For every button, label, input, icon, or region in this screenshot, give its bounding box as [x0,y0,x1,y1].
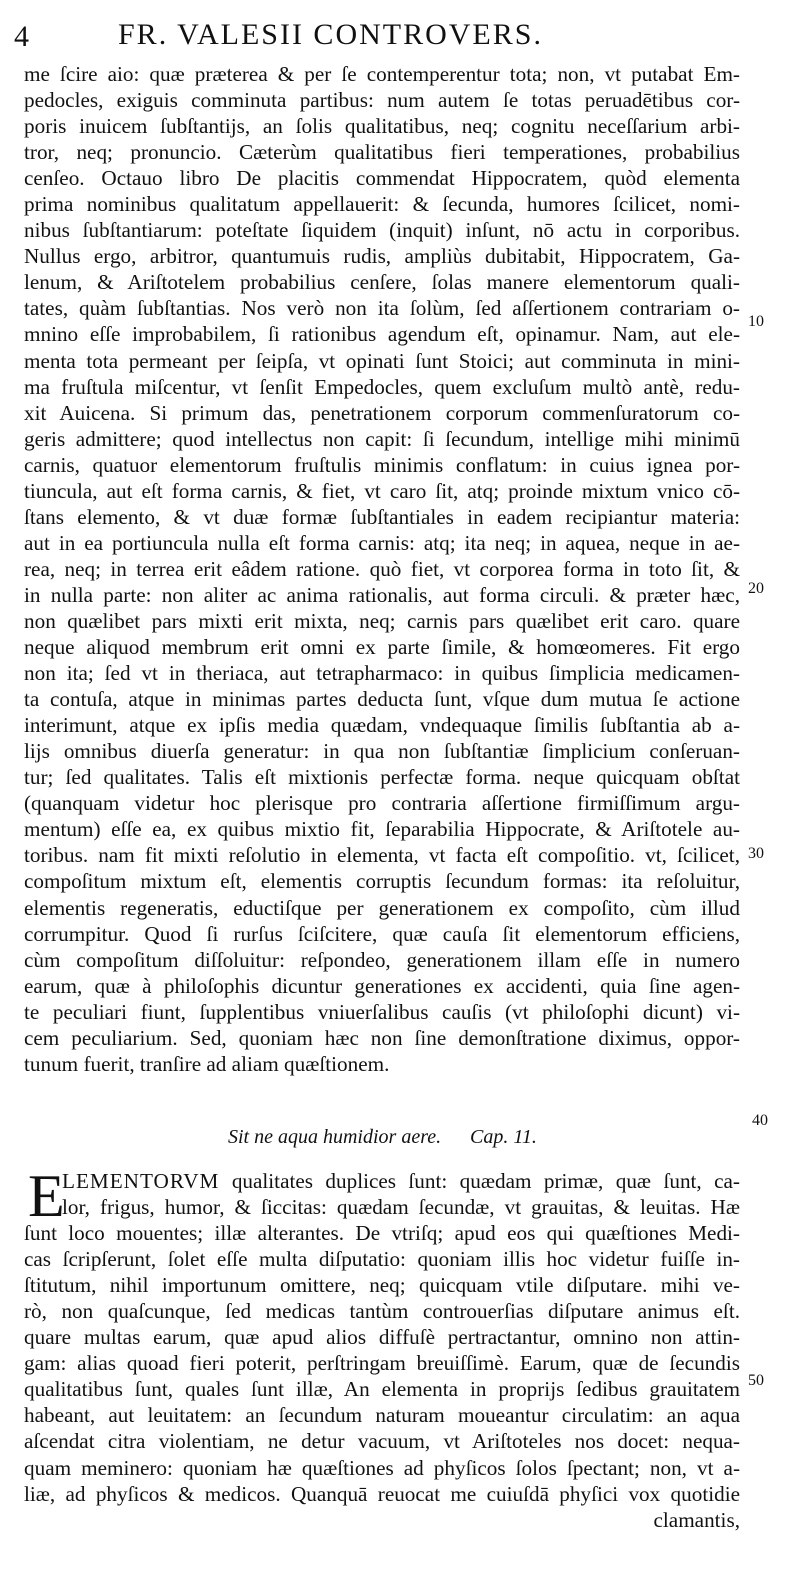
text-line: mnino eſſe improbabilem, ſi rationibus agendum eſt, opinamur. Nam, aut ele- [24,322,740,347]
text-line-rest: qualitates duplices ſunt: quædam primæ, quæ ſunt, ca- [231,1169,740,1193]
text-line: cenſeo. Octauo libro De placitis commendat Hippocratem, quòd elementa [24,166,740,191]
text-line: menta tota permeant per ſeipſa, vt opinati ſunt Stoici; aut comminuta in mini- [24,348,740,373]
chapter-text-block [24,1163,740,1533]
text-line: geris admittere; quod intellectus non capit: ſi ſecundum, intellige mihi minimū [24,426,740,451]
line-number-20: 20 [748,580,764,597]
text-line: rea, neq; in terrea erit eâdem ratione. quò fiet, vt corporea forma in toto ſit, & [24,556,740,581]
text-line: habeant, aut leuitatem: an ſecundum naturam moueantur circulatim: an aqua [24,1403,740,1428]
text-line: ſunt loco mouentes; illæ alterantes. De vtriſq; apud eos qui quæſtiones Medi- [24,1221,740,1246]
text-line: gam: alias quoad fieri poterit, perſtringam breuiſſimè. Earum, quæ de ſecundis [24,1351,740,1376]
text-line: tunum fuerit, tranſire ad aliam quæſtionem. [24,1051,390,1076]
line-number-10: 10 [748,313,764,330]
text-line: mentum) eſſe ea, ex quibus mixtio fit, ſeparabilia Hippocrate, & Ariſtotele au- [24,817,740,842]
text-line: neque aliquod membrum erit omni ex parte ſimile, & homœomeres. Fit ergo [24,635,740,660]
text-line: te peculiari fiunt, ſupplentibus vniuerſalibus cauſis (vt philoſophi dicunt) vi- [24,999,740,1024]
text-line: prima nominibus qualitatum appellauerit: & ſecunda, humores ſcilicet, nomi- [24,192,740,217]
text-line: lor, frigus, humor, & ſiccitas: quædam ſecundæ, vt grauitas, & leuitas. Hæ [62,1195,740,1220]
line-number-30: 30 [748,845,764,862]
text-line: rò, non quaſcunque, ſed medicas tantùm controuerſias diſputare animus eſt. [24,1299,740,1324]
line-number-40: 40 [752,1112,768,1129]
text-line: aut in ea portiuncula nulla eſt forma carnis: atq; ita neq; in aquea, neque in ae- [24,530,740,555]
text-line: cas ſcripſerunt, ſolet eſſe multa diſputatio: quoniam illis hoc videtur fuiſſe in- [24,1247,740,1272]
first-word-small-caps: LEMENTORVM [62,1169,220,1193]
text-line: earum, quæ à philoſophis dicuntur generationes ex accidenti, quia ſine agen- [24,973,740,998]
chapter-heading [0,1126,800,1156]
text-line: ſtitutum, nihil importunum omittere, neq; quicquam vtile diſputare. mihi ve- [24,1273,740,1298]
text-line: pedocles, exiguis comminuta partibus: num autem ſe totas peruadētibus cor- [24,88,740,113]
text-line: clamantis, [653,1507,740,1532]
text-line: tates, quàm ſubſtantias. Nos verò non ita ſolùm, ſed aſſertionem contrariam o- [24,296,740,321]
text-line: tur; ſed qualitates. Talis eſt mixtionis perfectæ forma. neque quicquam obſtat [24,765,740,790]
text-line: qualitatibus ſunt, quales ſunt illæ, An elementa in proprijs ſedibus grauitatem [24,1377,740,1402]
text-line: ma fruſtula miſcentur, vt ſenſit Empedocles, quem excluſum multò antè, redu- [24,374,740,399]
text-line: nibus ſubſtantiarum: poteſtate ſiquidem (inquit) inſunt, nō actu in corporibus. [24,218,740,243]
text-line: in nulla parte: non aliter ac anima rationalis, aut forma circuli. & præter hæc, [24,582,740,607]
drop-cap: E [28,1163,65,1229]
text-line: lijs omnibus diuerſa generatur: in qua non ſubſtantiæ ſimplicium conſeruan- [24,739,740,764]
text-line: non quælibet pars mixti erit mixta, neq; carnis pars quælibet erit caro. quare [24,608,740,633]
line-number-50: 50 [748,1372,764,1389]
chapter-number: Cap. 11. [470,1126,537,1148]
text-line: interimunt, atque ex ipſis media quædam, vndequaque ſimilis ſubſtantia ab a- [24,713,740,738]
chapter-title: Sit ne aqua humidior aere. [228,1126,442,1148]
text-line: tiuncula, aut eſt forma carnis, & fiet, vt caro ſit, atq; proinde mixtum vnico cō- [24,478,740,503]
text-line: non ita; ſed vt in theriaca, aut tetrapharmaco: in quibus ſimplicia medicamen- [24,661,740,686]
text-line: Nullus ergo, arbitror, quantumuis rudis, ampliùs dubitabit, Hippocratem, Ga- [24,244,740,269]
text-line: liæ, ad phyſicos & medicos. Quanquā reuocat me cuiuſdā phyſici vox quotidie [24,1481,740,1506]
text-line: cùm compoſitum diſſoluitur: reſpondeo, generationem illam eſſe in numero [24,947,740,972]
text-line: tror, neq; pronuncio. Cæterùm qualitatibus fieri temperationes, probabilius [24,140,740,165]
main-text-block [24,61,740,1077]
text-line: carnis, quatuor elementorum fruſtulis minimis conflatum: in cuius ignea por- [24,452,740,477]
text-line: aſcendat citra violentiam, ne detur vacuum, vt Ariſtoteles nos docet: nequa- [24,1429,740,1454]
text-line: quam meminero: quoniam hæ quæſtiones ad phyſicos ſolos ſpectant; non, vt a- [24,1455,740,1480]
text-line: poris inuicem ſubſtantijs, an ſolis qualitatibus, neq; cognitu neceſſarium arbi- [24,114,740,139]
page-number: 4 [14,20,29,53]
running-header [0,18,800,58]
text-line: corrumpitur. Quod ſi rurſus ſciſcitere, quæ cauſa ſit elementorum efficiens, [24,921,740,946]
text-line [24,1168,740,1194]
text-line: xit Auicena. Si primum das, penetrationem corporum commenſuratorum co- [24,400,740,425]
text-line: compoſitum mixtum eſt, elementis corruptis ſecundum formas: ita reſoluitur, [24,869,740,894]
text-line: elementis regeneratis, eductiſque per generationem ex compoſito, cùm illud [24,895,740,920]
text-line: (quanquam videtur hoc plerisque pro contraria aſſertione firmiſſimum argu- [24,791,740,816]
running-title: FR. VALESII CONTROVERS. [118,18,543,51]
text-line: toribus. nam fit mixti reſolutio in elementa, vt facta eſt compoſitio. vt, ſcilicet, [24,843,740,868]
text-line: ta contuſa, atque in minimas partes deducta ſunt, vſque dum mutua ſe actione [24,687,740,712]
text-line: cem peculiarium. Sed, quoniam hæc non ſine demonſtratione diximus, oppor- [24,1025,740,1050]
text-line: quare multas earum, quæ apud alios diffuſè pertractantur, omnino non attin- [24,1325,740,1350]
text-line: ſtans elemento, & vt duæ formæ ſubſtantiales in eadem recipiantur materia: [24,504,740,529]
text-line: me ſcire aio: quæ præterea & per ſe contemperentur tota; non, vt putabat Em- [24,62,740,86]
text-line: lenum, & Ariſtotelem probabilius cenſere, ſolas manere elementorum quali- [24,270,740,295]
